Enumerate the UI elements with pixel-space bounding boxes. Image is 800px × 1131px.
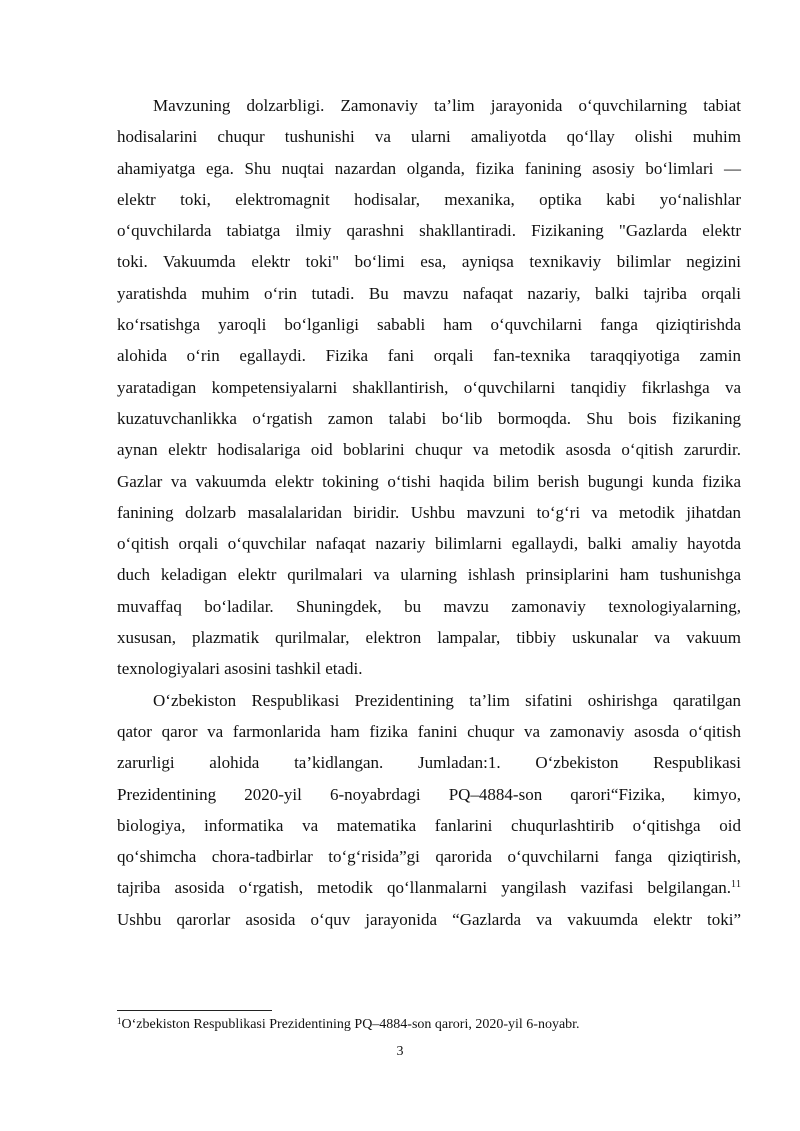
text-line-content: tajriba asosida o‘rgatish, metodik qo‘llanmalarni yangilash vazifasi belgilangan. (117, 878, 731, 898)
text-line: Prezidentining 2020-yil 6-noyabrdagi PQ–4884-son qarori“Fizika, kimyo, (117, 784, 741, 804)
text-line: qator qaror va farmonlarida ham fizika fanini chuqur va zamonaviy asosda o‘qitish (117, 721, 741, 741)
text-line: Mavzuning dolzarbligi. Zamonaviy ta’lim jarayonida o‘quvchilarning tabiat (153, 96, 741, 115)
footnote-reference-marker: 1 (736, 879, 741, 891)
text-line: aynan elektr hodisalariga oid boblarini chuqur va metodik asosda o‘qitish zarurdir. (117, 440, 741, 460)
text-line: o‘quvchilarda tabiatga ilmiy qarashni shakllantiradi. Fizikaning "Gazlarda elektr (117, 221, 741, 241)
text-line: qo‘shimcha chora-tadbirlar to‘g‘risida”gi qarorida o‘quvchilarni fanga qiziqtirish, (117, 847, 741, 867)
text-line (117, 872, 741, 903)
text-line: muvaffaq bo‘ladilar. Shuningdek, bu mavzu zamonaviy texnologiyalarning, (117, 596, 741, 616)
text-line: kuzatuvchanlikka o‘rgatish zamon talabi bo‘lib bormoqda. Shu bois fizikaning (117, 408, 741, 428)
footnote-separator (117, 1010, 272, 1011)
text-line: biologiya, informatika va matematika fanlarini chuqurlashtirib o‘qitishga oid (117, 815, 741, 835)
footnote (117, 1016, 741, 1034)
text-line: yaratishda muhim o‘rin tutadi. Bu mavzu nafaqat nazariy, balki tajriba orqali (117, 283, 741, 303)
text-line: duch keladigan elektr qurilmalari va ularning ishlash prinsiplarini ham tushunishga (117, 565, 741, 585)
body-text (117, 90, 741, 935)
text-line: ahamiyatga ega. Shu nuqtai nazardan olganda, fizika fanining asosiy bo‘limlari — (117, 158, 741, 178)
text-line: O‘zbekiston Respublikasi Prezidentining ta’lim sifatini oshirishga qaratilgan (153, 690, 741, 710)
page-number: 3 (396, 1044, 404, 1059)
paragraph-decrees (117, 685, 741, 935)
text-line: alohida o‘rin egallaydi. Fizika fani orqali fan-texnika taraqqiyotiga zamin (117, 346, 741, 366)
text-line: xususan, plazmatik qurilmalar, elektron lampalar, tibbiy uskunalar va vakuum (117, 628, 741, 648)
text-line: toki. Vakuumda elektr toki" bo‘limi esa, ayniqsa texnikaviy bilimlar negizini (117, 252, 741, 272)
text-line: hodisalarini chuqur tushunishi va ularni amaliyotda qo‘llay olishi muhim (117, 127, 741, 147)
footnote-reference[interactable]: 1 (731, 879, 736, 891)
text-line: elektr toki, elektromagnit hodisalar, mexanika, optika kabi yo‘nalishlar (117, 189, 741, 209)
text-line: texnologiyalari asosini tashkil etadi. (117, 659, 363, 679)
text-line: Gazlar va vakuumda elektr tokining o‘tishi haqida bilim berish bugungi kunda fizika (117, 471, 741, 491)
text-line: zarurligi alohida ta’kidlangan. Jumladan:1. O‘zbekiston Respublikasi (117, 753, 741, 773)
paragraph-relevance (117, 90, 741, 685)
text-line: Ushbu qarorlar asosida o‘quv jarayonida “Gazlarda va vakuumda elektr toki” (117, 909, 741, 929)
text-line: ko‘rsatishga yaroqli bo‘lganligi sababli ham o‘quvchilarni fanga qiziqtirishda (117, 315, 741, 335)
footnote-marker: 1 (117, 1016, 122, 1026)
text-line: fanining dolzarb masalalaridan biridir. Ushbu mavzuni to‘g‘ri va metodik jihatdan (117, 502, 741, 522)
footnote-text: O‘zbekiston Respublikasi Prezidentining PQ–4884-son qarori, 2020-yil 6-noyabr. (121, 1017, 580, 1032)
text-line: yaratadigan kompetensiyalarni shakllantirish, o‘quvchilarni tanqidiy fikrlashga va (117, 377, 741, 397)
text-line: o‘qitish orqali o‘quvchilar nafaqat nazariy bilimlarni egallaydi, balki amaliy hayotda (117, 534, 741, 554)
